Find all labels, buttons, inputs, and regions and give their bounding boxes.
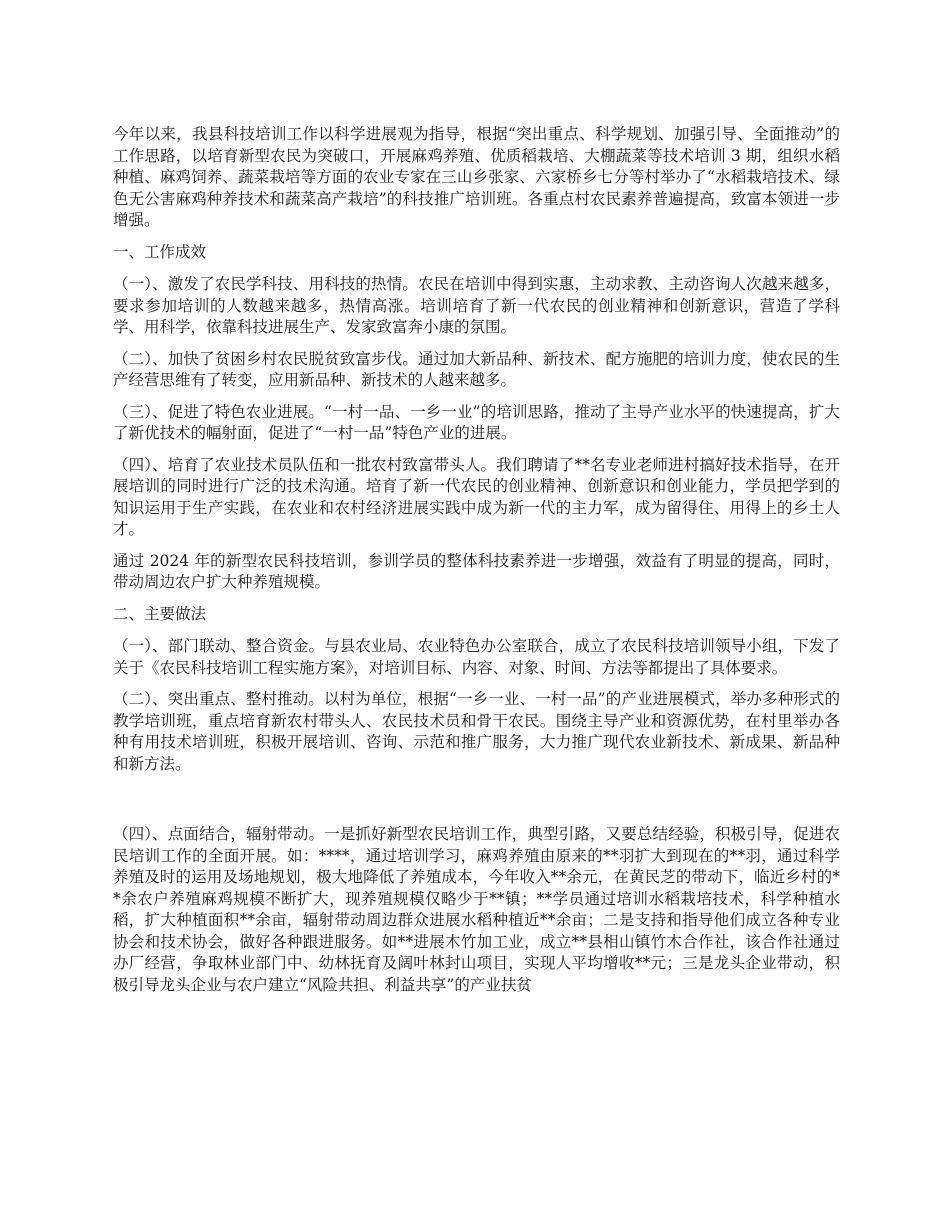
achievement-paragraph-4: （四）、培育了农业技术员队伍和一批农村致富带头人。我们聘请了**名专业老师进村搞好技术指导，在开展培训的同时进行广泛的技术沟通。培育了新一代农民的创业精神、创新意识和创业能力，学员把学到的知识运用于生产实践，在农业和农村经济进展实践中成为新一代的主力军，成为留得住、用得上的乡土人才。 — [113, 455, 840, 538]
section-heading-achievements: 一、工作成效 — [113, 242, 207, 261]
method-paragraph-4: （四）、点面结合，辐射带动。一是抓好新型农民培训工作，典型引路，又要总结经验，积极引导，促进农民培训工作的全面开展。如：****，通过培训学习，麻鸡养殖由原来的**羽扩大到现在的**羽，通过科学养殖及时的运用及场地规划，极大地降低了养殖成本，今年收入**余元，在黄民芝的带动下，临近乡村的**余农户养殖麻鸡规模不断扩大，现养殖规模仅略少于**镇；**学员通过培训水稻栽培技术，科学种植水稻，扩大种植面积**余亩，辐射带动周边群众进展水稻种植近**余亩；二是支持和指导他们成立各种专业协会和技术协会，做好各种跟进服务。如**进展木竹加工业，成立**县相山镇竹木合作社，该合作社通过办厂经营，争取林业部门中、幼林抚育及阔叶林封山项目，实现人平均增收**元；三是龙头企业带动，积极引导龙头企业与农户建立“风险共担、利益共享”的产业扶贫 — [113, 825, 840, 994]
blank-gap — [113, 785, 840, 824]
achievement-paragraph-3: （三）、促进了特色农业进展。“一村一品、一乡一业”的培训思路，推动了主导产业水平的快速提高，扩大了新优技术的幅射面，促进了“一村一品”特色产业的进展。 — [113, 402, 840, 442]
achievement-paragraph-2: （二）、加快了贫困乡村农民脱贫致富步伐。通过加大新品种、新技术、配方施肥的培训力度，使农民的生产经营思维有了转变，应用新品种、新技术的人越来越多。 — [113, 349, 840, 389]
summary-paragraph: 通过 2024 年的新型农民科技培训，参训学员的整体科技素养进一步增强，效益有了明显的提高，同时，带动周边农户扩大种养殖规模。 — [113, 551, 840, 591]
achievement-paragraph-1: （一）、激发了农民学科技、用科技的热情。农民在培训中得到实惠，主动求教、主动咨询人次越来越多，要求参加培训的人数越来越多，热情高涨。培训培育了新一代农民的创业精神和创新意识，营造了学科学、用科学，依靠科技进展生产、发家致富奔小康的氛围。 — [113, 275, 840, 336]
section-heading-methods: 二、主要做法 — [113, 604, 207, 623]
method-paragraph-1: （一）、部门联动、整合资金。与县农业局、农业特色办公室联合，成立了农民科技培训领导小组，下发了关于《农民科技培训工程实施方案》，对培训目标、内容、对象、时间、方法等都提出了具体要求。 — [113, 637, 840, 677]
intro-paragraph: 今年以来，我县科技培训工作以科学进展观为指导，根据“突出重点、科学规划、加强引导、全面推动”的工作思路，以培育新型农民为突破口，开展麻鸡养殖、优质稻栽培、大棚蔬菜等技术培训 3 期，组织水稻种植、麻鸡饲养、蔬菜栽培等方面的农业专家在三山乡张家、六家桥乡七分等村举办了“水稻栽培技术、绿色无公害麻鸡种养技术和蔬菜高产栽培”的科技推广培训班。各重点村农民素养普遍提高，致富本领进一步增强。 — [113, 125, 840, 229]
method-paragraph-2: （二）、突出重点、整村推动。以村为单位，根据“一乡一业、一村一品”的产业进展模式，举办多种形式的教学培训班，重点培育新农村带头人、农民技术员和骨干农民。围绕主导产业和资源优势，在村里举办各种有用技术培训班，积极开展培训、咨询、示范和推广服务，大力推广现代农业新技术、新成果、新品种和新方法。 — [113, 690, 840, 773]
document-body — [113, 124, 840, 1006]
